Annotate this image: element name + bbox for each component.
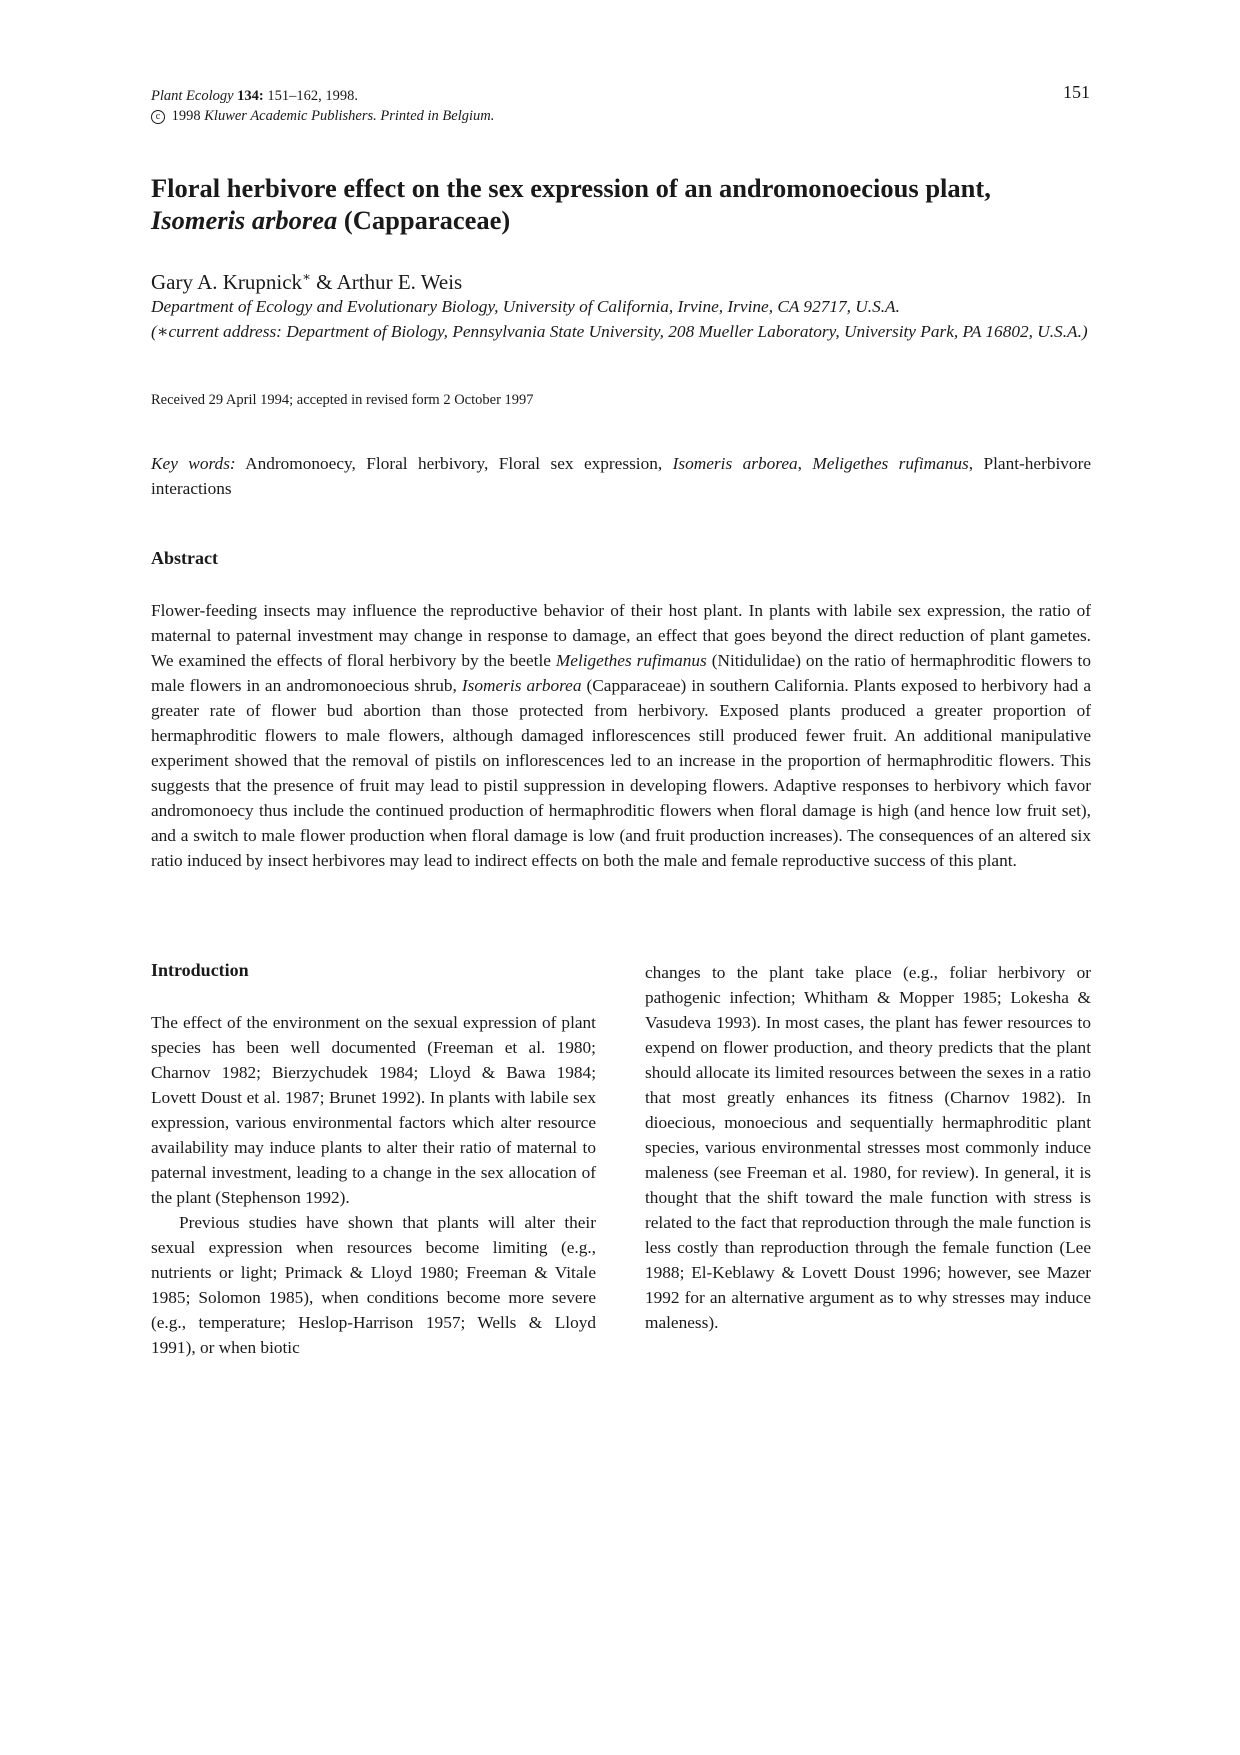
received-dates: Received 29 April 1994; accepted in revised form 2 October 1997 xyxy=(151,392,534,408)
affiliation-primary: Department of Ecology and Evolutionary Biology, University of California, Irvine, Irvine, CA 92717, U.S.A. xyxy=(151,297,900,316)
journal-volume: 134: xyxy=(237,88,264,104)
author-rest: & Arthur E. Weis xyxy=(310,270,463,294)
paper-title xyxy=(151,172,1111,236)
abstract-shrub: Isomeris arborea xyxy=(461,676,582,695)
abstract-p2: (Nitidulidae) on the ratio of hermaphroditic flowers to male flowers in an andromonoecious shrub, xyxy=(151,651,1091,695)
column-right xyxy=(645,960,1091,1335)
abstract-beetle: Meligethes rufimanus xyxy=(555,651,707,670)
affiliation xyxy=(151,294,1091,344)
copyright-icon: c xyxy=(151,110,165,124)
column-left xyxy=(151,1010,596,1360)
title-line1: Floral herbivore effect on the sex expression of an andromonoecious plant, xyxy=(151,173,991,203)
keywords-sep: , xyxy=(797,454,813,473)
keyword-species2: Meligethes rufimanus xyxy=(812,454,969,473)
introduction-heading: Introduction xyxy=(151,960,249,980)
copyright-year: 1998 xyxy=(168,108,205,124)
author-list xyxy=(151,264,462,295)
abstract-heading: Abstract xyxy=(151,548,218,568)
copyright-line xyxy=(151,106,851,126)
intro-paragraph-2: Previous studies have shown that plants will alter their sexual expression when resources become limiting (e.g., nutrients or light; Primack & Lloyd 1980; Freeman & Vitale 1985; Solomon 1985), when conditions become more severe (e.g., temperature; Heslop-Harrison 1957; Wells & Lloyd 1991), or when biotic xyxy=(151,1213,596,1357)
keywords-label: Key words: xyxy=(151,454,236,473)
keywords-part1: Andromonoecy, Floral herbivory, Floral sex expression, xyxy=(235,454,673,473)
journal-line xyxy=(151,86,851,106)
page-number: 151 xyxy=(1063,82,1090,102)
author-asterisk: ∗ xyxy=(302,269,311,284)
author-first: Gary A. Krupnick xyxy=(151,270,303,294)
affiliation-current: (∗current address: Department of Biology, Pennsylvania State University, 208 Mueller Laboratory, University Park, PA 16802, U.S.A.) xyxy=(151,322,1088,341)
journal-pages: 151–162, 1998. xyxy=(263,88,359,104)
intro-paragraph-1: The effect of the environment on the sexual expression of plant species has been well documented (Freeman et al. 1980; Charnov 1982; Bierzychudek 1984; Lloyd & Bawa 1984; Lovett Doust et al. 1987; Brunet 1992). In plants with labile sex expression, various environmental factors which alter resource availability may induce plants to alter their ratio of maternal to paternal investment, leading to a change in the sex allocation of the plant (Stephenson 1992). xyxy=(151,1013,596,1207)
journal-citation xyxy=(151,86,851,126)
abstract-p1: Flower-feeding insects may influence the reproductive behavior of their host plant. In plants with labile sex expression, the ratio of maternal to paternal investment may change in response to damage, an effect that goes beyond the direct reduction of plant gametes. We examined the effects of floral herbivory by the beetle xyxy=(151,601,1091,670)
keywords xyxy=(151,451,1091,501)
keyword-species1: Isomeris arborea xyxy=(672,454,798,473)
intro-paragraph-3: changes to the plant take place (e.g., foliar herbivory or pathogenic infection; Whitham & Mopper 1985; Lokesha & Vasudeva 1993). In most cases, the plant has fewer resources to expend on flower production, and theory predicts that the plant should allocate its limited resources between the sexes in a ratio that most greatly enhances its fitness (Charnov 1982). In dioecious, monoecious and sequentially hermaphroditic plant species, various environmental stresses most commonly induce maleness (see Freeman et al. 1980, for review). In general, it is thought that the shift toward the male function with stress is related to the fact that reproduction through the male function is less costly than reproduction through the female function (Lee 1988; El-Keblawy & Lovett Doust 1996; however, see Mazer 1992 for an alternative argument as to why stresses may induce maleness). xyxy=(645,963,1091,1332)
abstract-p3: (Capparaceae) in southern California. Plants exposed to herbivory had a greater rate of flower bud abortion than those protected from herbivory. Exposed plants produced a greater proportion of hermaphroditic flowers to male flowers, although damaged inflorescences still produced fewer fruit. An additional manipulative experiment showed that the removal of pistils on inflorescences led to an increase in the proportion of hermaphroditic flowers. This suggests that the presence of fruit may lead to pistil suppression in developing flowers. Adaptive responses to herbivory which favor andromonoecy thus include the continued production of hermaphroditic flowers when floral damage is high (and hence low fruit set), and a switch to male flower production when floral damage is low (and fruit production increases). The consequences of an altered six ratio induced by insect herbivores may lead to indirect effects on both the male and female reproductive success of this plant. xyxy=(151,676,1091,870)
abstract-text xyxy=(151,598,1091,873)
publisher-line: Kluwer Academic Publishers. Printed in Belgium. xyxy=(204,108,495,124)
title-species: Isomeris arborea xyxy=(151,205,338,235)
keywords-part2: , Plant-herbivore interactions xyxy=(151,454,1091,498)
journal-name: Plant Ecology xyxy=(151,88,234,104)
title-family: (Capparaceae) xyxy=(337,205,511,235)
